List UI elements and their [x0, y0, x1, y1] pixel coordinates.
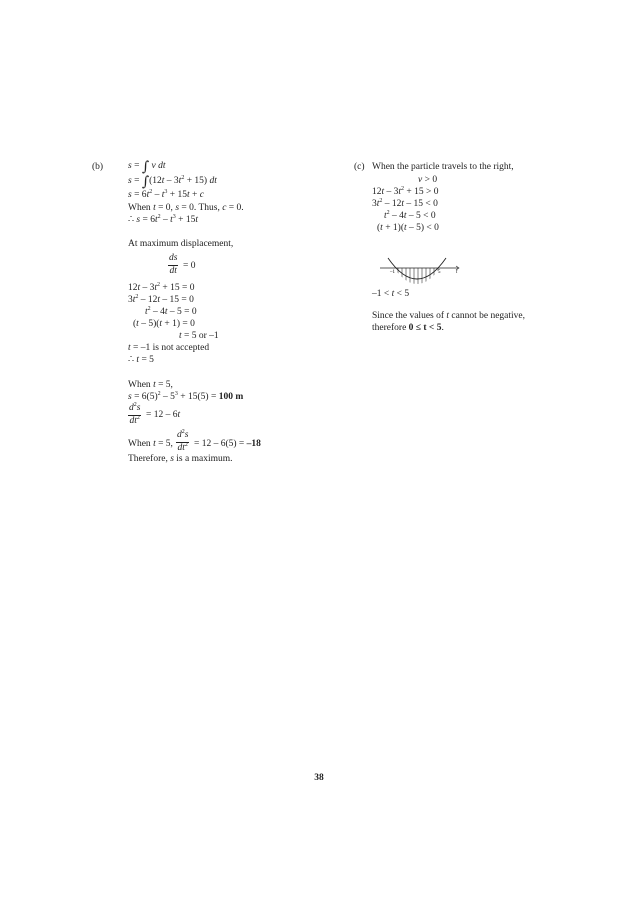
- parabola-sketch: [380, 254, 462, 288]
- equation-6: t = –1 is not accepted: [128, 343, 210, 353]
- root-label-right: 5: [438, 270, 441, 275]
- inequality-1: v > 0: [418, 175, 438, 185]
- conclusion: Therefore, s is a maximum.: [128, 454, 233, 464]
- equation-1: $12t - 3t^2 + 15 = 0$: [128, 282, 195, 293]
- when-t-five-second: When t = 5,: [128, 439, 173, 449]
- second-derivative-value: = 12 – 6(5) = –18: [194, 439, 261, 449]
- equation-4: (t – 5)(t + 1) = 0: [133, 319, 195, 329]
- part-c-intro: When the particle travels to the right,: [372, 162, 514, 172]
- integral-sign-icon: ∫: [141, 174, 150, 190]
- integral-sign-icon: ∫: [141, 159, 150, 175]
- inequality-4: $t^2 - 4t - 5 < 0$: [384, 210, 436, 221]
- integral-line-1: s = ∫ v dt: [128, 159, 166, 175]
- equation-3: $t^2 - 4t - 5 = 0$: [145, 306, 197, 317]
- ds-dt-rhs: = 0: [183, 261, 196, 271]
- integral-line-2: $s = \int(12t - 3t^2 + 15)$ dt: [128, 174, 217, 190]
- part-c-label: (c): [354, 162, 365, 172]
- parabola-curve: [388, 258, 446, 279]
- axis-label-t: t: [456, 270, 458, 275]
- inequality-3: $3t^2 - 12t - 15 < 0$: [372, 198, 438, 209]
- displacement-result: 100 m: [218, 392, 244, 402]
- root-label-left: –1: [390, 270, 395, 275]
- equation-2: $3t^2 - 12t - 15 = 0$: [128, 294, 194, 305]
- part-b-label: (b): [92, 162, 104, 172]
- ds-dt-fraction: $\frac{ds}{dt}$: [169, 253, 178, 276]
- equation-7: ∴ t = 5: [128, 355, 154, 365]
- since-statement: Since the values of t cannot be negative,: [372, 311, 526, 321]
- inequality-2: $12t - 3t^2 + 15 > 0$: [372, 186, 439, 197]
- second-derivative-rhs: = 12 – 6t: [146, 410, 181, 420]
- second-derivative-result: –18: [246, 439, 261, 449]
- when-t-five: When t = 5,: [128, 380, 173, 390]
- shaded-region: [398, 266, 438, 288]
- s-equation: $s = 6t^2 - t^3 + 15t + c$: [128, 189, 204, 200]
- final-answer: therefore 0 ≤ t < 5.: [372, 323, 444, 333]
- final-answer-value: 0 ≤ t < 5: [408, 323, 442, 333]
- range-result: –1 < t < 5: [372, 289, 410, 299]
- therefore-s: ∴ $s = 6t^2 - t^3 + 15t$: [128, 214, 199, 225]
- second-derivative-fraction: $\frac{d^2s}{dt^2}$: [129, 402, 141, 426]
- page-number: 38: [314, 773, 324, 783]
- displacement-calculation: $s = 6(5)^2 - 5^3 + 15(5) = 100$ m: [128, 391, 244, 402]
- inequality-5: (t + 1)(t – 5) < 0: [377, 223, 439, 233]
- equation-5: t = 5 or –1: [179, 331, 219, 341]
- when-t-zero: When t = 0, s = 0. Thus, c = 0.: [128, 203, 244, 213]
- max-displacement-heading: At maximum displacement,: [128, 239, 234, 249]
- second-derivative-fraction-2: $\frac{d^2s}{dt^2}$: [177, 429, 189, 453]
